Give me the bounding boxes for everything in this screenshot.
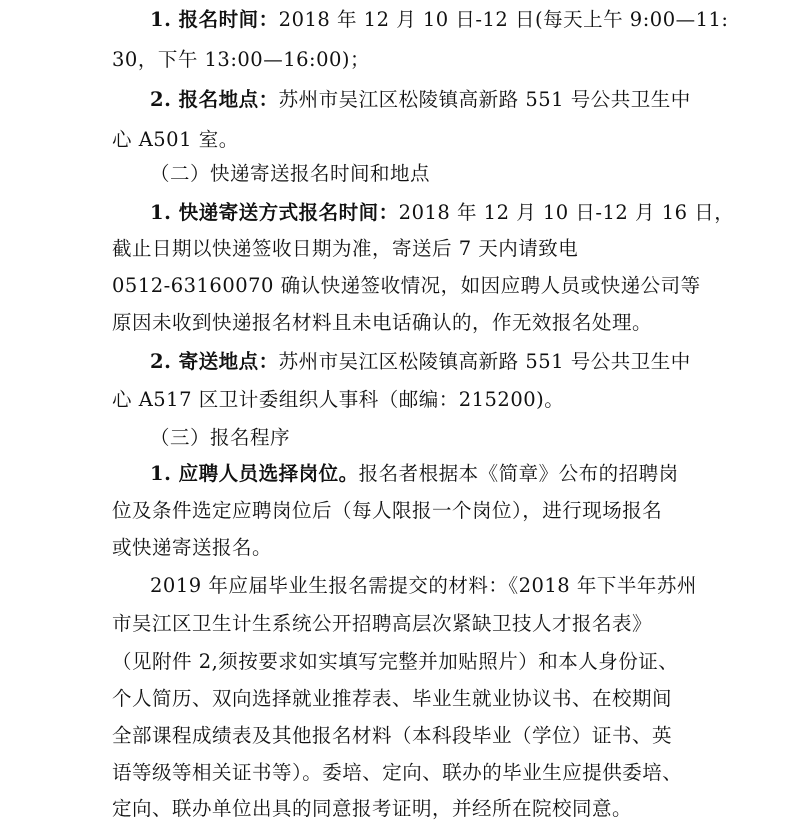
express-time-label: 1. 快递寄送方式报名时间： bbox=[150, 201, 399, 224]
section-2-heading: （二）快递寄送报名时间和地点 bbox=[150, 162, 431, 185]
choose-post-line bbox=[150, 462, 800, 486]
mail-place-label: 2. 寄送地点： bbox=[150, 350, 279, 373]
choose-post-text: 报名者根据本《简章》公布的招聘岗 bbox=[358, 462, 679, 485]
signup-time-text-continued: 30，下午 13:00—16:00)； bbox=[112, 48, 371, 71]
choose-post-label: 1. 应聘人员选择岗位。 bbox=[150, 462, 359, 485]
materials-paragraph-line-6: 语等级等相关证书等）。委培、定向、联办的毕业生应提供委培、 bbox=[112, 761, 683, 784]
materials-paragraph-line-4: 个人简历、双向选择就业推荐表、毕业生就业协议书、在校期间 bbox=[112, 687, 673, 710]
materials-paragraph-line-1: 2019 年应届毕业生报名需提交的材料：《2018 年下半年苏州 bbox=[150, 574, 697, 597]
express-time-line-2: 截止日期以快递签收日期为准，寄送后 7 天内请致电 bbox=[112, 237, 579, 260]
express-time-text: 2018 年 12 月 10 日-12 月 16 日， bbox=[398, 201, 735, 224]
signup-time-continued bbox=[112, 48, 800, 72]
choose-post-line-2: 位及条件选定应聘岗位后（每人限报一个岗位），进行现场报名 bbox=[112, 499, 663, 522]
signup-place-text-continued: 心 A501 室。 bbox=[112, 128, 239, 151]
signup-time-label: 1. 报名时间： bbox=[150, 8, 279, 31]
signup-place-text: 苏州市吴江区松陵镇高新路 551 号公共卫生中 bbox=[278, 88, 691, 111]
materials-paragraph-line-3: （见附件 2,须按要求如实填写完整并加贴照片）和本人身份证、 bbox=[112, 650, 679, 673]
choose-post-line-3: 或快递寄送报名。 bbox=[112, 536, 273, 559]
signup-place-continued bbox=[112, 128, 800, 152]
section-3-heading: （三）报名程序 bbox=[150, 426, 291, 449]
signup-time-line bbox=[150, 8, 800, 32]
express-time-line-3: 0512-63160070 确认快递签收情况，如因应聘人员或快递公司等 bbox=[112, 274, 701, 297]
express-time-line bbox=[150, 201, 800, 225]
express-time-line-4: 原因未收到快递报名材料且未电话确认的，作无效报名处理。 bbox=[112, 311, 653, 334]
signup-place-label: 2. 报名地点： bbox=[150, 88, 279, 111]
signup-time-text: 2018 年 12 月 10 日-12 日(每天上午 9:00—11: bbox=[278, 8, 729, 31]
mail-place-continued: 心 A517 区卫计委组织人事科（邮编：215200)。 bbox=[112, 388, 565, 411]
materials-paragraph-line-5: 全部课程成绩表及其他报名材料（本科段毕业（学位）证书、英 bbox=[112, 724, 673, 747]
signup-place-line bbox=[150, 88, 800, 112]
materials-paragraph-line-2: 市吴江区卫生计生系统公开招聘高层次紧缺卫技人才报名表》 bbox=[112, 612, 653, 635]
mail-place-line bbox=[150, 350, 800, 374]
mail-place-text: 苏州市吴江区松陵镇高新路 551 号公共卫生中 bbox=[278, 350, 691, 373]
materials-paragraph-line-7: 定向、联办单位出具的同意报考证明，并经所在院校同意。 bbox=[112, 797, 633, 820]
